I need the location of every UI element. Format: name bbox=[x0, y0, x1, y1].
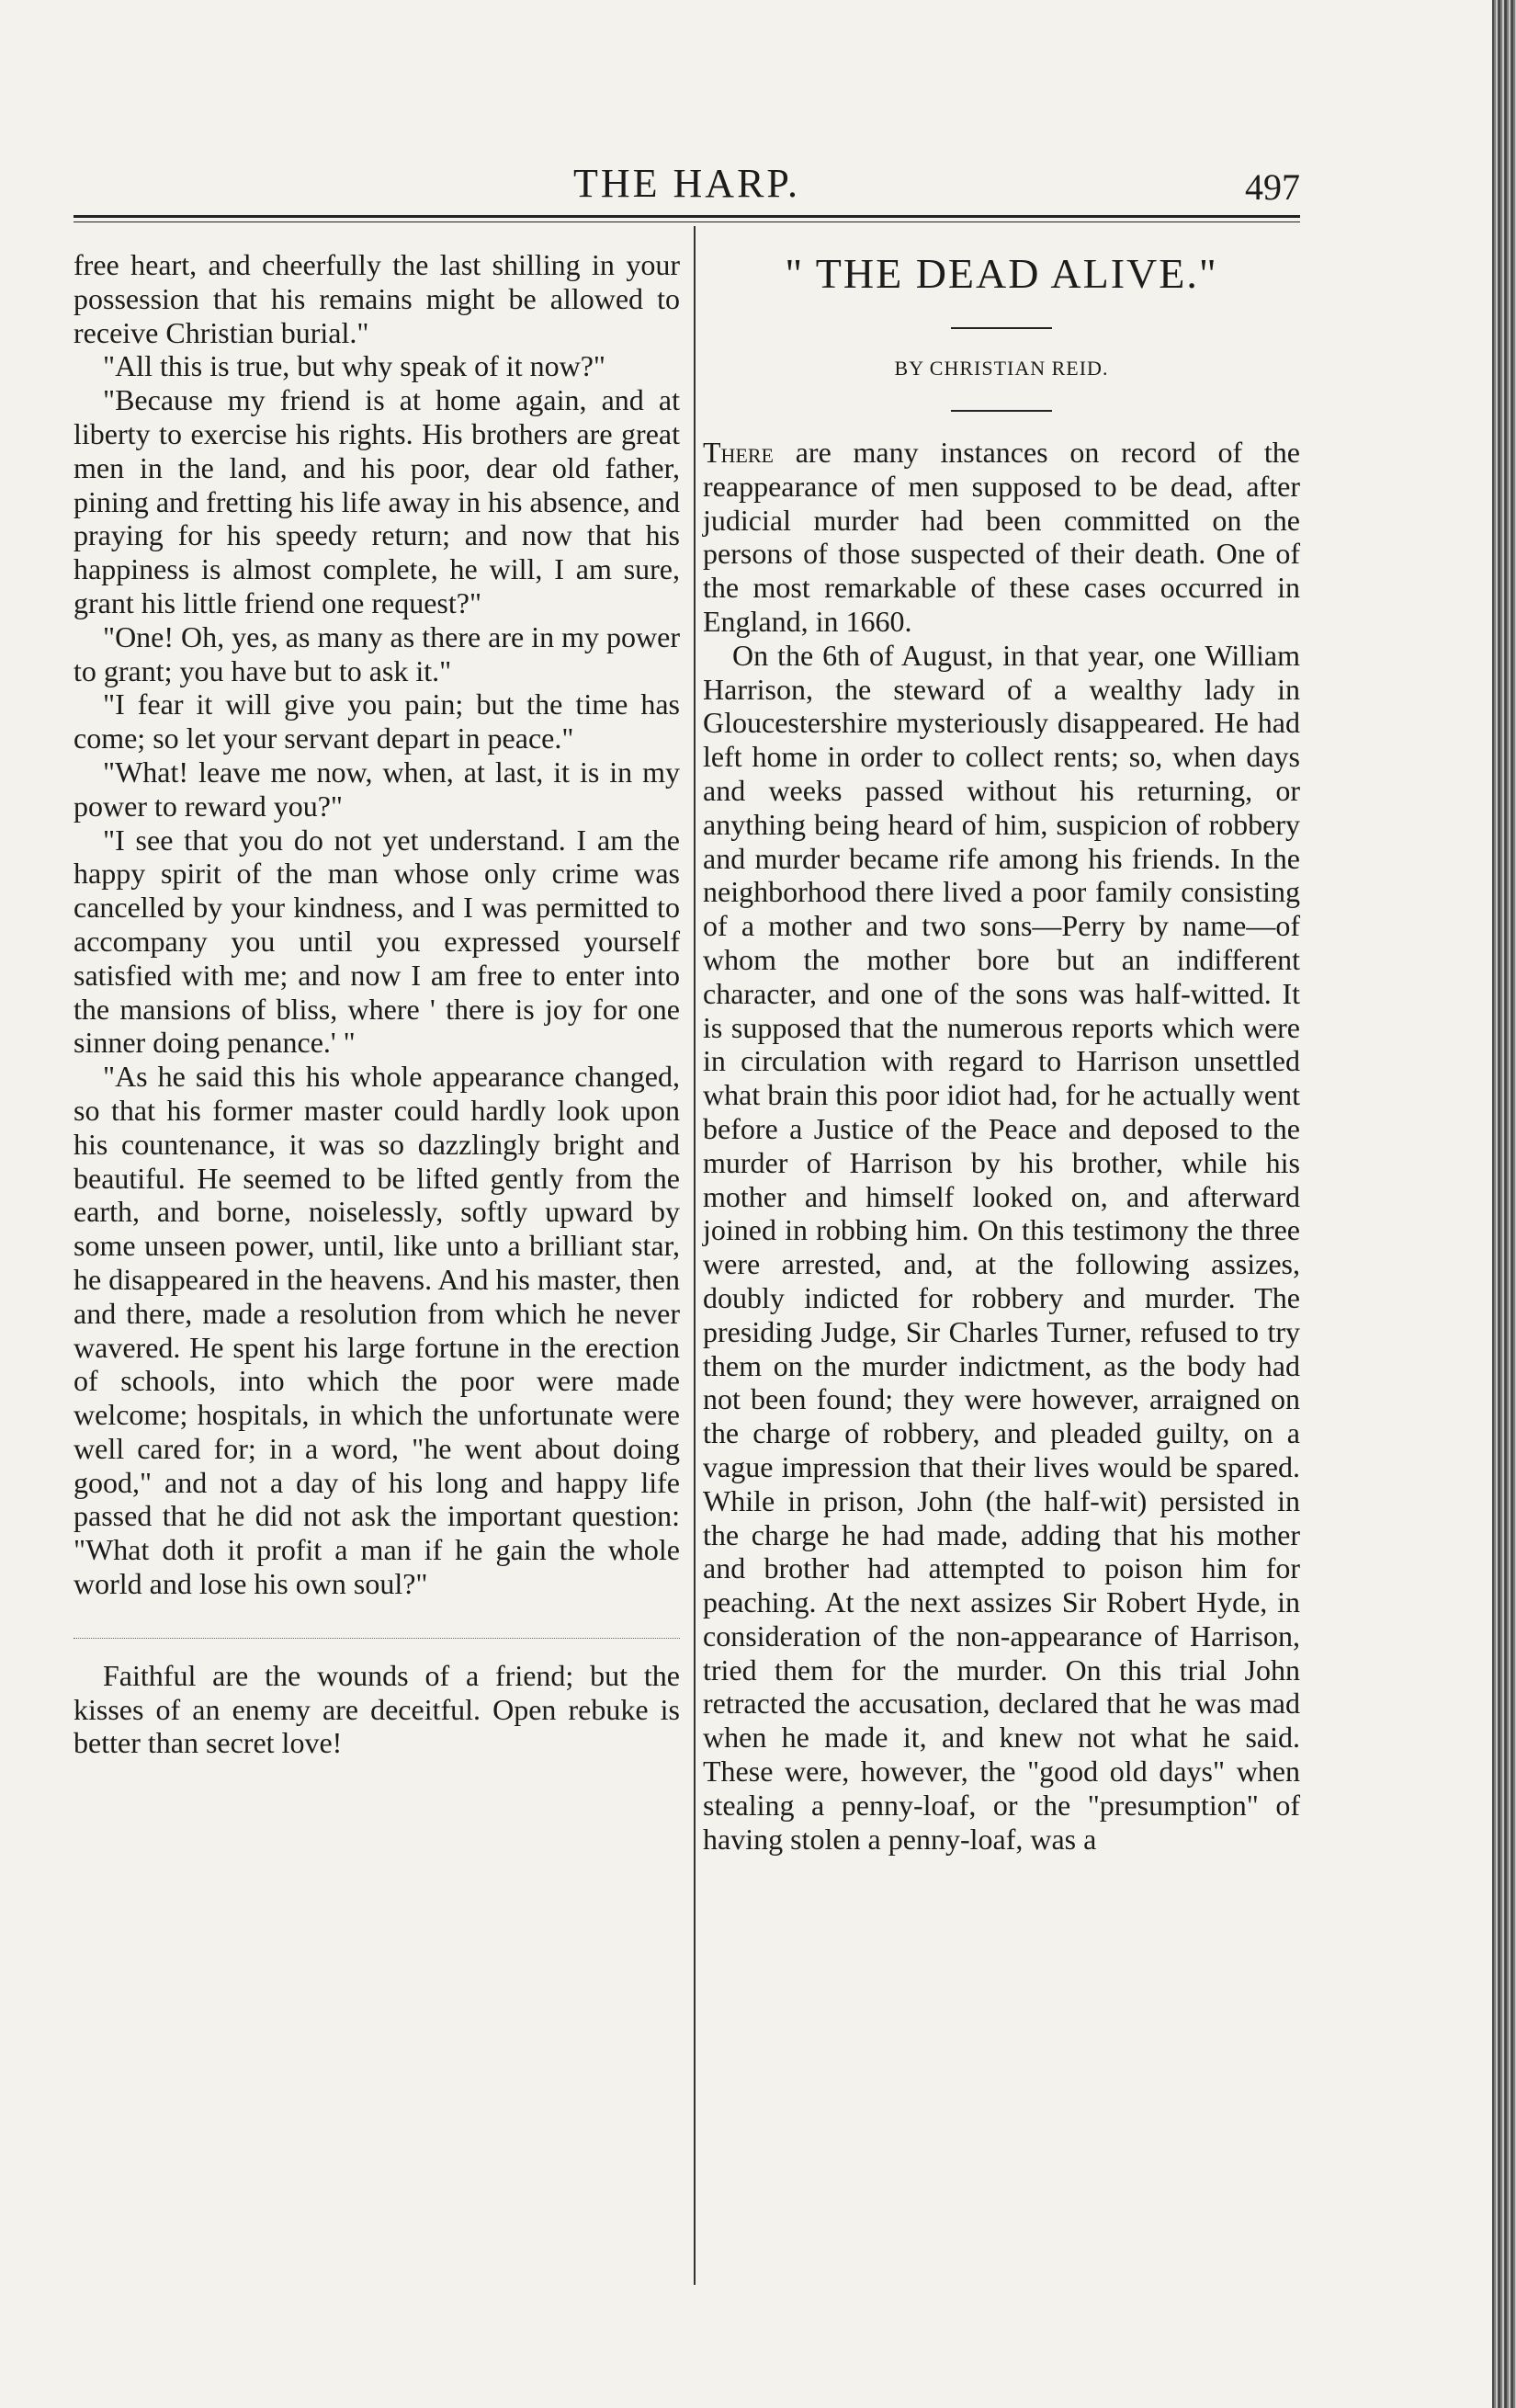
section-separator bbox=[74, 1638, 680, 1639]
header-rule-thick bbox=[74, 215, 1300, 218]
page-number: 497 bbox=[1245, 166, 1300, 208]
right-column bbox=[703, 248, 1300, 1856]
article-paragraph-text: are many instances on record of the reappearance of men supposed to be dead, after judicial murder had been committed on the persons of those suspected of their death. One of the most remarkable of these cases occurred in England, in 1660. bbox=[703, 436, 1300, 638]
proverb: Faithful are the wounds of a friend; but the kisses of an enemy are deceitful. Open rebuke is better than secret love! bbox=[74, 1658, 680, 1760]
article-paragraph bbox=[703, 436, 1300, 639]
page-header bbox=[74, 156, 1300, 211]
article-paragraph: On the 6th of August, in that year, one William Harrison, the steward of a wealthy lady in Gloucestershire mysteriously disappeared. He had left home in order to collect rents; so, when days and weeks passed without his returning, or anything being heard of him, suspicion of robbery and murder became rife among his friends. In the neighborhood there lived a poor family consisting of a mother and two sons—Perry by name—of whom the mother bore but an indifferent character, and one of the sons was half-witted. It is supposed that the numerous reports which were in circulation with regard to Harrison unsettled what brain this poor idiot had, for he actually went before a Justice of the Peace and deposed to the murder of Harrison by his brother, while his mother and himself looked on, and afterward joined in robbing him. On this testimony the three were arrested, and, at the following assizes, doubly indicted for robbery and murder. The presiding Judge, Sir Charles Turner, refused to try them on the murder indictment, as the body had not been found; they were however, arraigned on the charge of robbery, and pleaded guilty, on a vague impression that their lives would be spared. While in prison, John (the half-wit) persisted in the charge he had made, adding that his mother and brother had attempted to poison him for peaching. At the next assizes Sir Robert Hyde, in consideration of the non-appearance of Harrison, tried them for the murder. On this trial John retracted the accusation, declared that he was mad when he made it, and knew not what he said. These were, however, the "good old days" when stealing a penny-loaf, or the "presumption" of having stolen a penny-loaf, was a bbox=[703, 638, 1300, 1856]
running-title: THE HARP. bbox=[572, 161, 801, 206]
paragraph: "I see that you do not yet understand. I am the happy spirit of the man whose only crime was cancelled by your kindness, and I was permitted to accompany you until you expressed yourself satisfied with me; and now I am free to enter into the mansions of bliss, where ' there is joy for one sinner doing penance.' " bbox=[74, 823, 680, 1060]
paragraph: "I fear it will give you pain; but the time has come; so let your servant depart in peace." bbox=[74, 687, 680, 755]
title-rule bbox=[951, 327, 1052, 329]
lead-word: There bbox=[703, 436, 774, 469]
byline: BY CHRISTIAN REID. bbox=[894, 357, 1109, 380]
header-rule-thin bbox=[74, 221, 1300, 222]
paragraph: "All this is true, but why speak of it now?" bbox=[103, 349, 605, 383]
paragraph-continued: free heart, and cheerfully the last shilling in your possession that his remains might be allowed to receive Christian burial." bbox=[74, 248, 680, 349]
paragraph: "As he said this his whole appearance changed, so that his former master could hardly look upon his countenance, it was so dazzlingly bright and beautiful. He seemed to be lifted gently from the earth, and borne, noiselessly, softly upward by some unseen power, until, like unto a brilliant star, he disappeared in the heavens. And his master, then and there, made a resolution from which he never wavered. He spent his large fortune in the erection of schools, into which the poor were made welcome; hospitals, in which the unfortunate were well cared for; in a word, "he went about doing good," and not a day of his long and happy life passed that he did not ask the important question: "What doth it profit a man if he gain the whole world and lose his own soul?" bbox=[74, 1060, 680, 1601]
left-column bbox=[74, 248, 680, 1760]
byline-rule bbox=[951, 410, 1052, 412]
paragraph: "One! Oh, yes, as many as there are in my power to grant; you have but to ask it." bbox=[74, 619, 680, 687]
scanned-page-edge bbox=[1492, 0, 1516, 2408]
column-divider bbox=[694, 226, 696, 2285]
paragraph: "What! leave me now, when, at last, it is in my power to reward you?" bbox=[74, 755, 680, 823]
paragraph: "Because my friend is at home again, and at liberty to exercise his rights. His brothers are great men in the land, and his poor, dear old father, pining and fretting his life away in his absence, and praying for his speedy return; and now that his happiness is almost complete, he will, I am sure, grant his little friend one request?" bbox=[74, 383, 680, 619]
article-title: " THE DEAD ALIVE." bbox=[785, 250, 1218, 297]
